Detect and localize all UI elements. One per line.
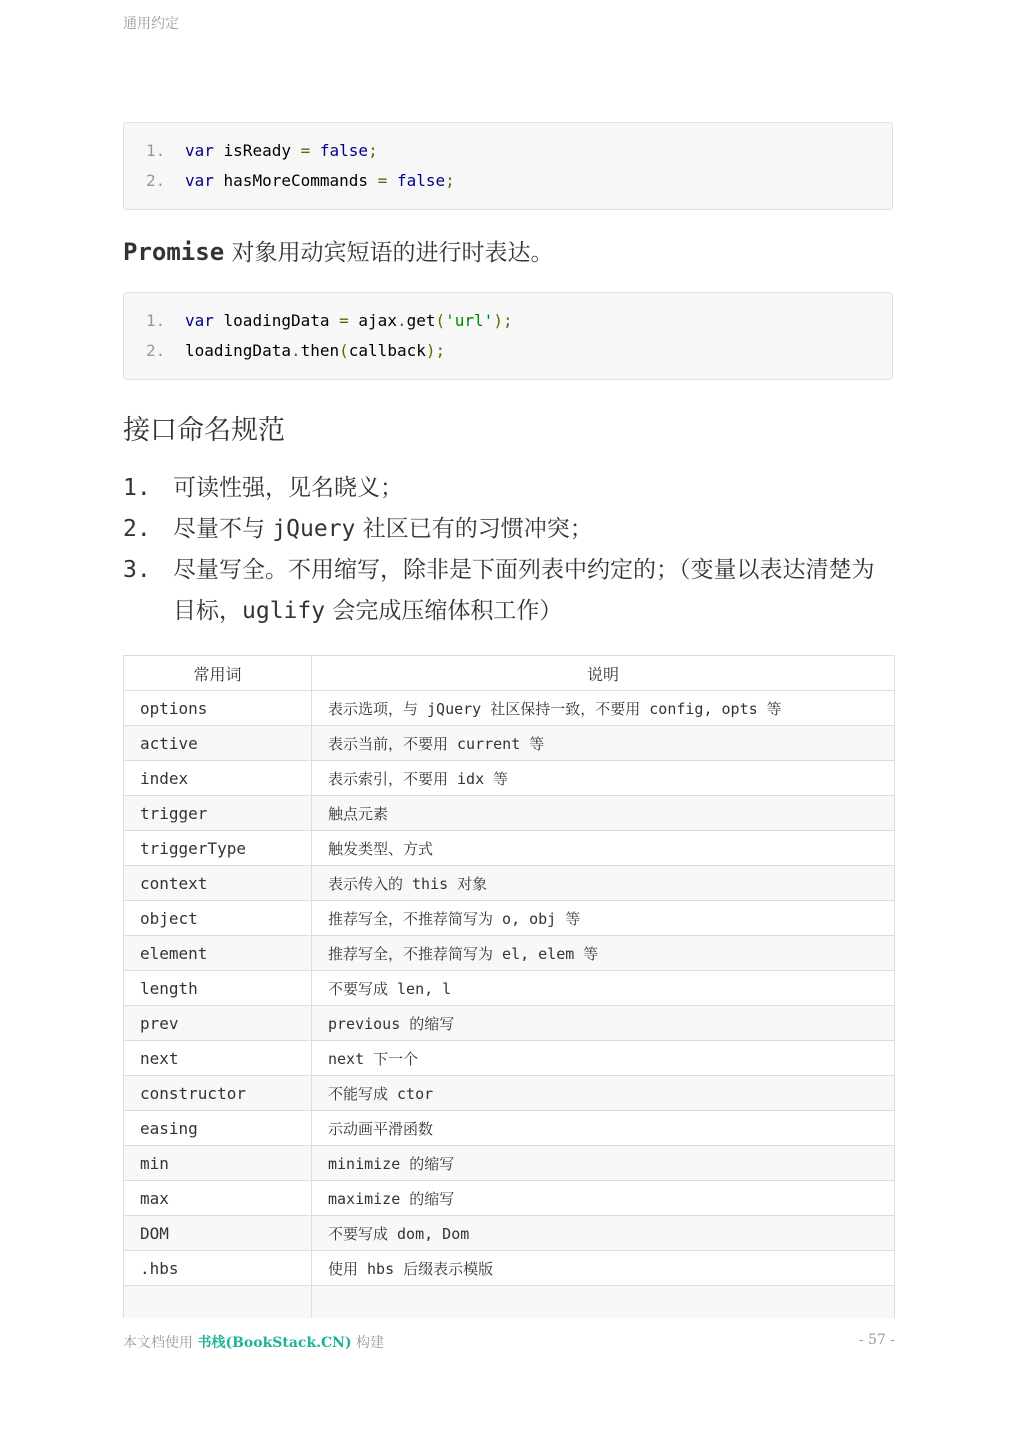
table-row (124, 831, 895, 866)
table-row (124, 1286, 895, 1321)
term-cell (124, 1286, 312, 1321)
term-cell: next (124, 1041, 312, 1076)
list-number: 1. (123, 475, 151, 501)
table-row (124, 1076, 895, 1111)
term-cell: element (124, 936, 312, 971)
table-row (124, 1181, 895, 1216)
table-row (124, 796, 895, 831)
running-header: 通用约定 (123, 16, 179, 32)
footer-brand-link[interactable]: 书栈(BookStack.CN) (197, 1335, 352, 1351)
page-number: - 57 - (858, 1332, 895, 1348)
code-token: loadingData (185, 341, 291, 360)
code-token: then (300, 341, 340, 360)
list-text: 可读性强，见名晓义； (173, 475, 403, 501)
description-cell: 表示索引，不要用 idx 等 (312, 761, 895, 796)
code-token: . (396, 311, 407, 330)
table-row (124, 936, 895, 971)
term-cell: easing (124, 1111, 312, 1146)
header-desc: 说明 (312, 656, 895, 691)
code-token: ); (493, 311, 513, 330)
term-cell: min (124, 1146, 312, 1181)
code-token: hasMoreCommands (213, 171, 378, 190)
list-text: 社区已有的习惯冲突； (355, 516, 593, 542)
code-token: callback (348, 341, 426, 360)
page-bottom-clip (0, 1318, 1019, 1330)
table-row (124, 1216, 895, 1251)
code-token: ); (425, 341, 446, 360)
code-block-2 (123, 292, 893, 380)
footer-prefix: 本文档使用 (123, 1335, 198, 1351)
code-token: false (319, 141, 369, 160)
header-term: 常用词 (124, 656, 312, 691)
description-cell: previous 的缩写 (312, 1006, 895, 1041)
table-row (124, 866, 895, 901)
table-row (124, 1251, 895, 1286)
list-item (123, 509, 893, 550)
section-heading: 接口命名规范 (123, 415, 285, 446)
code-token (387, 171, 397, 190)
description-cell: 表示传入的 this 对象 (312, 866, 895, 901)
description-cell: 推荐写全，不推荐简写为 el, elem 等 (312, 936, 895, 971)
code-token: isReady (213, 141, 301, 160)
code-token: ; (368, 141, 378, 160)
table-row (124, 1146, 895, 1181)
description-cell: 使用 hbs 后缀表示模版 (312, 1251, 895, 1286)
table-row (124, 726, 895, 761)
code-text (185, 169, 455, 193)
code-token: 'url' (445, 311, 494, 330)
table-row (124, 1006, 895, 1041)
list-text: 会完成压缩体积工作） (325, 598, 563, 624)
list-text: 尽量写全。不用缩写，除非是下面列表中约定的；（变量以表达清楚为目标， (173, 557, 875, 624)
list-item (123, 468, 893, 509)
code-token: false (396, 171, 446, 190)
table-row (124, 761, 895, 796)
term-cell: max (124, 1181, 312, 1216)
description-cell: 不要写成 len, l (312, 971, 895, 1006)
code-token: = (377, 171, 388, 190)
description-cell: 不能写成 ctor (312, 1076, 895, 1111)
list-number: 3. (123, 557, 151, 583)
description-cell: next 下一个 (312, 1041, 895, 1076)
code-text (185, 139, 378, 163)
code-block-1 (123, 122, 893, 210)
code-token: = (339, 311, 349, 330)
list-text: 尽量不与 (173, 516, 273, 542)
code-token (310, 141, 320, 160)
code-token: ajax (348, 311, 397, 330)
term-cell: prev (124, 1006, 312, 1041)
code-text (185, 309, 513, 333)
description-cell: 示动画平滑函数 (312, 1111, 895, 1146)
code-token: var (185, 171, 214, 190)
list-item (123, 550, 893, 632)
footer-credit (123, 1332, 384, 1352)
description-cell: minimize 的缩写 (312, 1146, 895, 1181)
term-cell: constructor (124, 1076, 312, 1111)
list-number: 2. (123, 516, 151, 542)
line-number: 1. (146, 311, 166, 330)
term-cell: triggerType (124, 831, 312, 866)
line-number: 2. (146, 341, 166, 360)
line-number: 1. (146, 141, 166, 160)
code-token: . (290, 341, 301, 360)
footer-suffix: 构建 (351, 1335, 385, 1351)
description-cell: 推荐写全，不推荐简写为 o, obj 等 (312, 901, 895, 936)
code-text (185, 339, 445, 363)
table-row (124, 971, 895, 1006)
description-cell: 表示当前，不要用 current 等 (312, 726, 895, 761)
code-token: = (300, 141, 311, 160)
code-token: var (185, 311, 214, 330)
table-row (124, 901, 895, 936)
term-cell: length (124, 971, 312, 1006)
promise-paragraph (123, 234, 553, 267)
terms-table (123, 655, 895, 1321)
description-cell: 表示选项，与 jQuery 社区保持一致，不要用 config, opts 等 (312, 691, 895, 726)
term-cell: .hbs (124, 1251, 312, 1286)
description-cell: maximize 的缩写 (312, 1181, 895, 1216)
term-cell: DOM (124, 1216, 312, 1251)
table-row (124, 1111, 895, 1146)
table-header-row (124, 656, 895, 691)
term-cell: context (124, 866, 312, 901)
inline-code: jQuery (272, 516, 356, 542)
table-row (124, 691, 895, 726)
inline-code-promise: Promise (123, 238, 225, 266)
description-cell: 不要写成 dom, Dom (312, 1216, 895, 1251)
code-token: get (406, 311, 436, 330)
rules-list (123, 468, 893, 632)
term-cell: trigger (124, 796, 312, 831)
line-number: 2. (146, 171, 166, 190)
code-token: var (185, 141, 214, 160)
table-row (124, 1041, 895, 1076)
code-token: ; (445, 171, 455, 190)
description-cell: 触发类型、方式 (312, 831, 895, 866)
code-token: ( (435, 311, 446, 330)
description-cell (312, 1286, 895, 1321)
term-cell: index (124, 761, 312, 796)
term-cell: options (124, 691, 312, 726)
term-cell: object (124, 901, 312, 936)
code-token: loadingData (213, 311, 340, 330)
term-cell: active (124, 726, 312, 761)
paragraph-text: 对象用动宾短语的进行时表达。 (231, 240, 554, 266)
inline-code: uglify (242, 598, 326, 624)
code-token: ( (339, 341, 349, 360)
description-cell: 触点元素 (312, 796, 895, 831)
